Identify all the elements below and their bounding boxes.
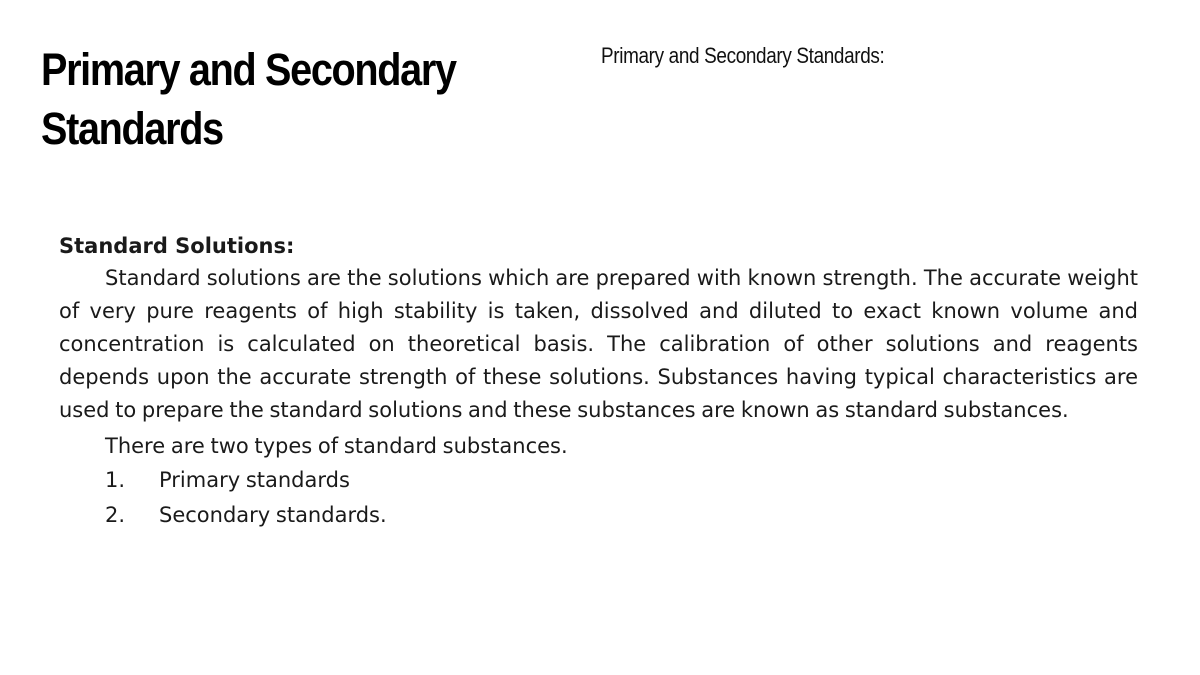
document-excerpt — [59, 230, 1138, 533]
list-item — [59, 498, 1138, 533]
list-item — [59, 463, 1138, 498]
side-note-title: Primary and Secondary Standards: — [601, 43, 885, 68]
list-item-text: Secondary standards. — [159, 503, 387, 527]
slide-title: Primary and Secondary Standards — [41, 44, 456, 154]
list-item-number: 2. — [105, 503, 126, 527]
section-heading: Standard Solutions: — [59, 234, 295, 258]
standards-list — [59, 463, 1138, 533]
list-intro: There are two types of standard substances. — [105, 434, 568, 458]
list-item-number: 1. — [105, 468, 126, 492]
body-paragraph: Standard solutions are the solutions which are prepared with known strength. The accurate weight of very pure reagents of high stability is taken, dissolved and diluted to exact known volume and concentration is calculated on theoretical basis. The calibration of other solutions and reagents depends upon the accurate strength of these solutions. Substances having typical characteristics are used to prepare the standard solutions and these substances are known as standard substances. — [59, 266, 1138, 422]
list-item-text: Primary standards — [159, 468, 350, 492]
